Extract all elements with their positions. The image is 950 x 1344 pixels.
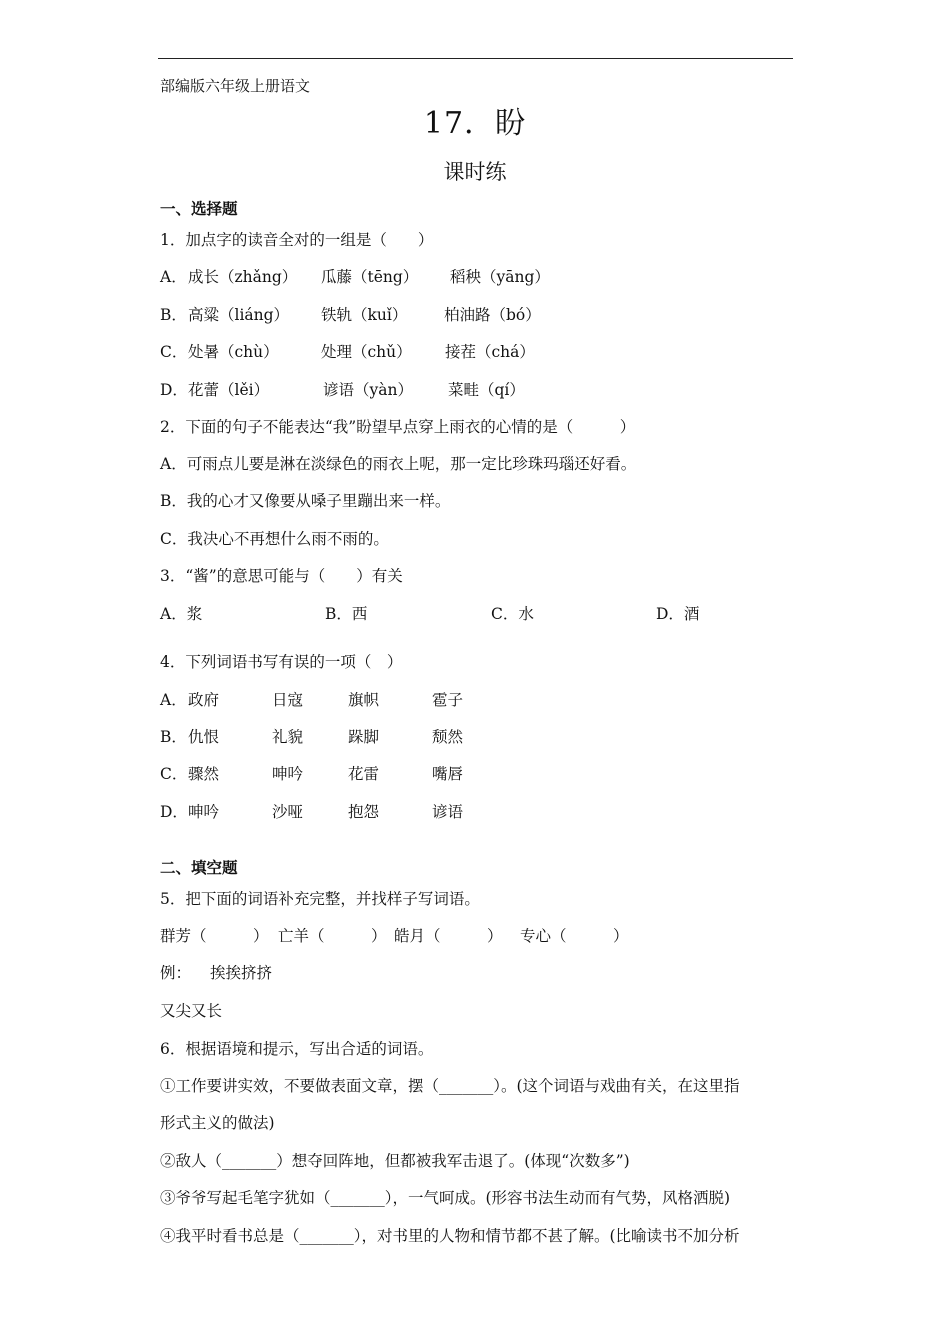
q3-option-d: D．酒 <box>656 605 700 623</box>
question-2-stem: 2．下面的句子不能表达“我”盼望早点穿上雨衣的心情的是（ ） <box>160 418 636 436</box>
option-item: 呻吟 <box>272 765 304 783</box>
option-item: 高粱（liáng） <box>188 306 290 324</box>
option-item: 颓然 <box>432 728 464 746</box>
option-item: 雹子 <box>432 691 464 709</box>
option-item: 骤然 <box>188 765 220 783</box>
question-4-stem: 4．下列词语书写有误的一项（ ） <box>160 653 403 671</box>
q3-option-c: C．水 <box>491 605 534 623</box>
example-label: 例： <box>160 964 192 982</box>
q6-item-1: ①工作要讲实效，不要做表面文章，摆（_______）。(这个词语与戏曲有关，在这里指 <box>160 1077 740 1095</box>
option-item: 抱怨 <box>348 803 380 821</box>
question-1-stem: 1．加点字的读音全对的一组是（ ） <box>160 231 434 249</box>
option-item: 跺脚 <box>348 728 380 746</box>
option-label: B． <box>160 728 187 746</box>
q5-blank-item: 亡羊（ ） <box>278 927 387 945</box>
page-title: 17．盼 <box>423 106 527 141</box>
option-item: 铁轨（kuǐ） <box>321 306 408 324</box>
option-item: 嘴唇 <box>432 765 464 783</box>
option-item: 呻吟 <box>188 803 220 821</box>
option-item: 政府 <box>188 691 220 709</box>
q5-blank-item: 皓月（ ） <box>394 927 503 945</box>
option-item: 处理（chǔ） <box>321 343 412 361</box>
option-item: 稻秧（yāng） <box>450 268 550 286</box>
q6-item-4: ④我平时看书总是（_______），对书里的人物和情节都不甚了解。(比喻读书不加分析 <box>160 1227 740 1245</box>
option-item: 花蕾（lěi） <box>188 381 270 399</box>
page-subtitle: 课时练 <box>443 160 507 184</box>
question-6-stem: 6．根据语境和提示，写出合适的词语。 <box>160 1040 434 1058</box>
q3-option-a: A．浆 <box>160 605 203 623</box>
option-item: 瓜藤（tēng） <box>321 268 419 286</box>
option-label: D． <box>160 803 188 821</box>
q5-blank-item: 群芳（ ） <box>160 927 269 945</box>
page-header: 部编版六年级上册语文 <box>160 77 311 95</box>
q6-item-2: ②敌人（_______）想夺回阵地，但都被我军击退了。(体现“次数多”) <box>160 1152 630 1170</box>
q6-item-3: ③爷爷写起毛笔字犹如（_______），一气呵成。(形容书法生动而有气势，风格洒脱) <box>160 1189 731 1207</box>
option-item: 成长（zhǎng） <box>188 268 298 286</box>
option-label: C． <box>160 765 188 783</box>
option-label: D． <box>160 381 188 399</box>
option-item: 谚语（yàn） <box>323 381 413 399</box>
example-word: 挨挨挤挤 <box>210 964 273 982</box>
q3-option-b: B．西 <box>325 605 368 623</box>
option-item: 柏油路（bó） <box>444 306 541 324</box>
header-rule <box>158 58 793 59</box>
option-item: 仇恨 <box>188 728 220 746</box>
q2-option-a: A．可雨点儿要是淋在淡绿色的雨衣上呢，那一定比珍珠玛瑙还好看。 <box>160 455 637 473</box>
option-label: A． <box>160 691 187 709</box>
option-item: 日寇 <box>272 691 304 709</box>
option-item: 沙哑 <box>272 803 304 821</box>
option-item: 接茬（chá） <box>445 343 535 361</box>
q2-option-b: B．我的心才又像要从嗓子里蹦出来一样。 <box>160 492 451 510</box>
option-label: C． <box>160 343 188 361</box>
option-item: 菜畦（qí） <box>448 381 525 399</box>
question-5-stem: 5．把下面的词语补充完整，并找样子写词语。 <box>160 890 480 908</box>
option-item: 处暑（chù） <box>188 343 279 361</box>
q5-blank-item: 专心（ ） <box>520 927 629 945</box>
option-item: 花雷 <box>348 765 380 783</box>
question-3-stem: 3．“酱”的意思可能与（ ）有关 <box>160 567 403 585</box>
q2-option-c: C．我决心不再想什么雨不雨的。 <box>160 530 389 548</box>
section-fill-heading: 二、填空题 <box>160 858 238 877</box>
option-label: A． <box>160 268 187 286</box>
q6-item-1-continued: 形式主义的做法) <box>160 1114 275 1132</box>
option-label: B． <box>160 306 187 324</box>
section-choice-heading: 一、选择题 <box>160 199 238 218</box>
q5-extra-word: 又尖又长 <box>160 1002 223 1020</box>
option-item: 谚语 <box>432 803 464 821</box>
option-item: 旗帜 <box>348 691 380 709</box>
option-item: 礼貌 <box>272 728 304 746</box>
